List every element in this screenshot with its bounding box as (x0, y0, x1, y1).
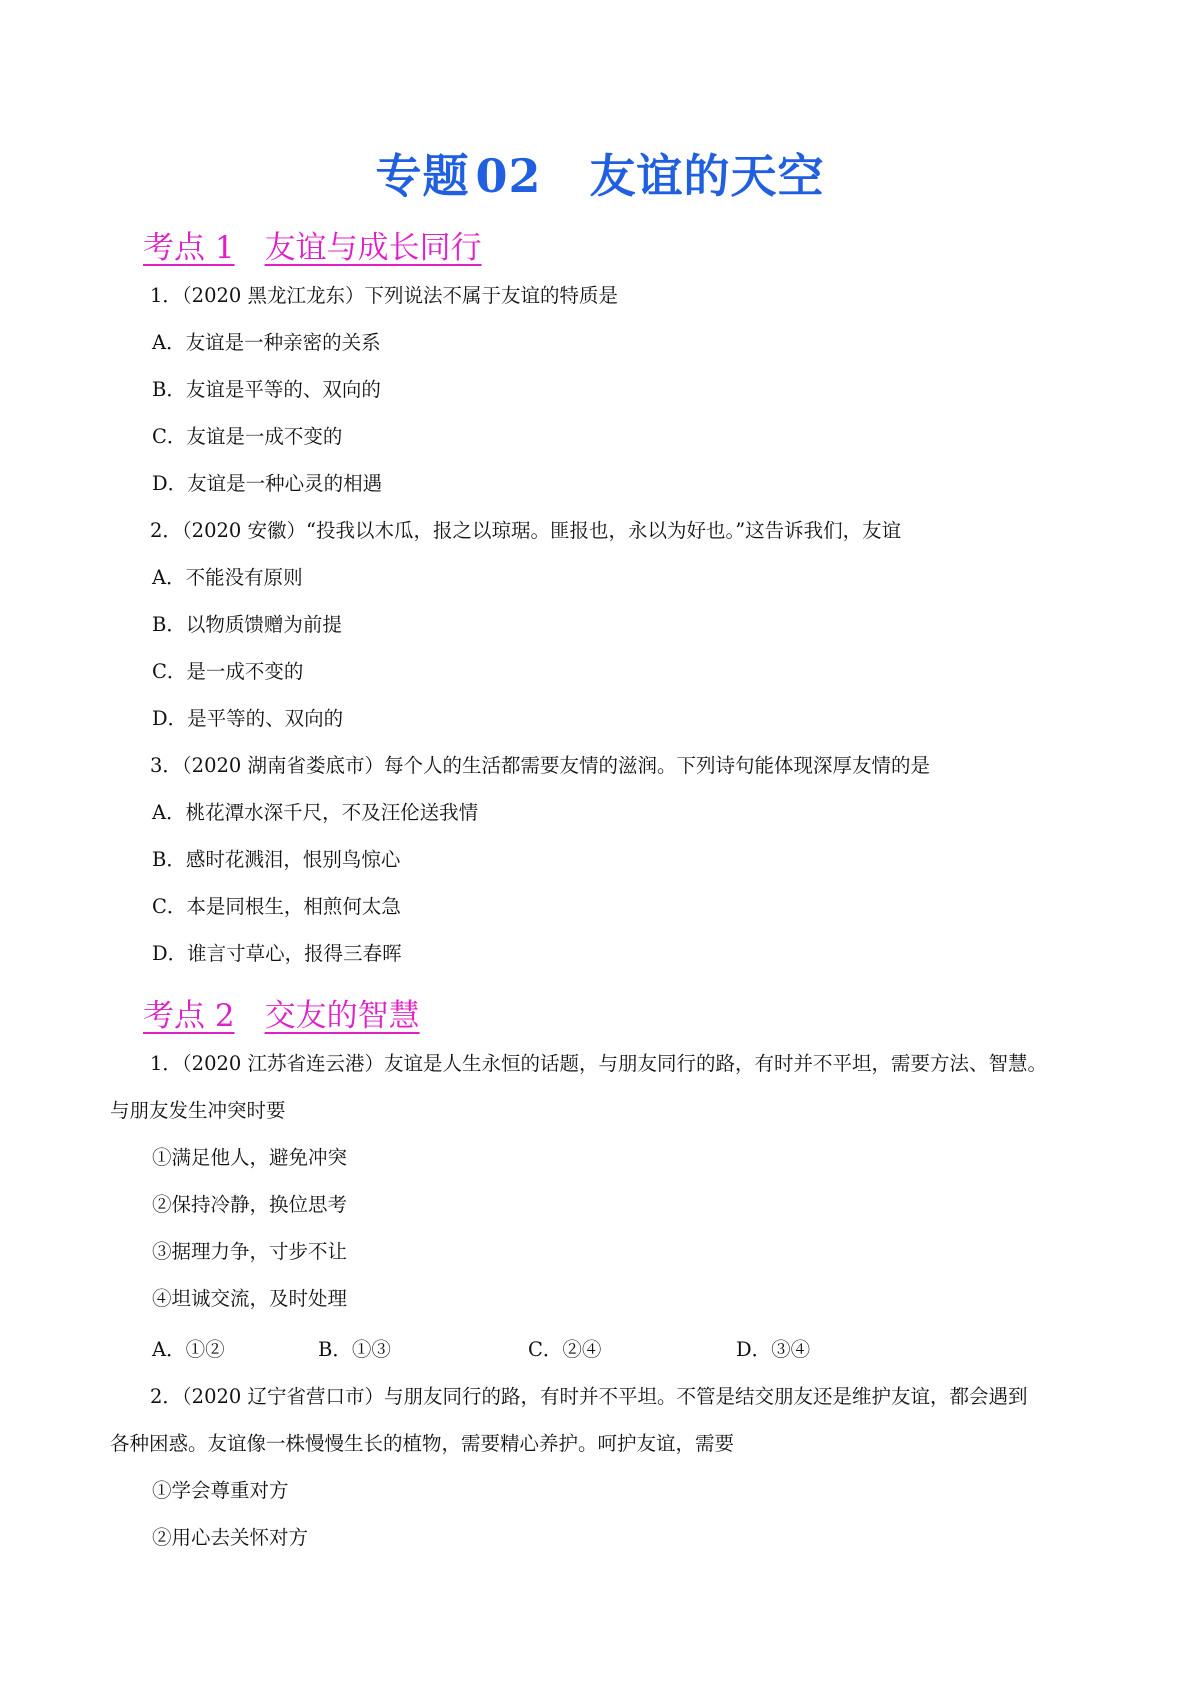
option-b: B．以物质馈赠为前提 (152, 613, 342, 636)
question-stem: 2．（2020 安徽）“投我以木瓜，报之以琼琚。匪报也，永以为好也。”这告诉我们，友谊 (150, 519, 902, 542)
question-stem: 1．（2020 黑龙江龙东）下列说法不属于友谊的特质是 (150, 284, 618, 307)
option-d: D．是平等的、双向的 (152, 707, 344, 730)
section-heading-1: 考点 1 友谊与成长同行 (143, 230, 482, 266)
options-row (152, 1338, 1052, 1362)
option-c: C．②④ (528, 1338, 602, 1361)
question-stem: 1．（2020 江苏省连云港）友谊是人生永恒的话题，与朋友同行的路，有时并不平坦，需要方法、智慧。 (150, 1052, 1047, 1075)
option-a: A．不能没有原则 (152, 566, 303, 589)
option-a: A．①② (152, 1338, 225, 1361)
option-a: A．友谊是一种亲密的关系 (152, 331, 381, 354)
option-c: C．是一成不变的 (152, 660, 304, 683)
option-d: D．谁言寸草心，报得三春晖 (152, 942, 402, 965)
title-prefix: 专题 (375, 149, 470, 203)
section-heading-2: 考点 2 交友的智慧 (143, 998, 420, 1034)
statement-item: ④坦诚交流，及时处理 (152, 1287, 348, 1310)
option-b: B．友谊是平等的、双向的 (152, 378, 381, 401)
question-stem: 2．（2020 辽宁省营口市）与朋友同行的路，有时并不平坦。不管是结交朋友还是维护友谊，都会遇到 (150, 1385, 1028, 1408)
page-title (0, 140, 1200, 206)
question-stem-continued: 各种困惑。友谊像一株慢慢生长的植物，需要精心养护。呵护友谊，需要 (110, 1432, 735, 1455)
statement-item: ②保持冷静，换位思考 (152, 1193, 348, 1216)
statement-item: ①满足他人，避免冲突 (152, 1146, 348, 1169)
option-d: D．友谊是一种心灵的相遇 (152, 472, 383, 495)
option-a: A．桃花潭水深千尺，不及汪伦送我情 (152, 801, 479, 824)
statement-item: ③据理力争，寸步不让 (152, 1240, 348, 1263)
option-d: D．③④ (736, 1338, 811, 1361)
option-c: C．友谊是一成不变的 (152, 425, 343, 448)
question-stem: 3．（2020 湖南省娄底市）每个人的生活都需要友情的滋润。下列诗句能体现深厚友情的是 (150, 754, 930, 777)
title-number: 02 (475, 149, 542, 203)
title-name: 友谊的天空 (589, 149, 825, 203)
statement-item: ①学会尊重对方 (152, 1479, 289, 1502)
option-b: B．①③ (318, 1338, 391, 1361)
option-b: B．感时花溅泪，恨别鸟惊心 (152, 848, 401, 871)
question-stem-continued: 与朋友发生冲突时要 (110, 1099, 286, 1122)
option-c: C．本是同根生，相煎何太急 (152, 895, 401, 918)
statement-item: ②用心去关怀对方 (152, 1526, 309, 1549)
